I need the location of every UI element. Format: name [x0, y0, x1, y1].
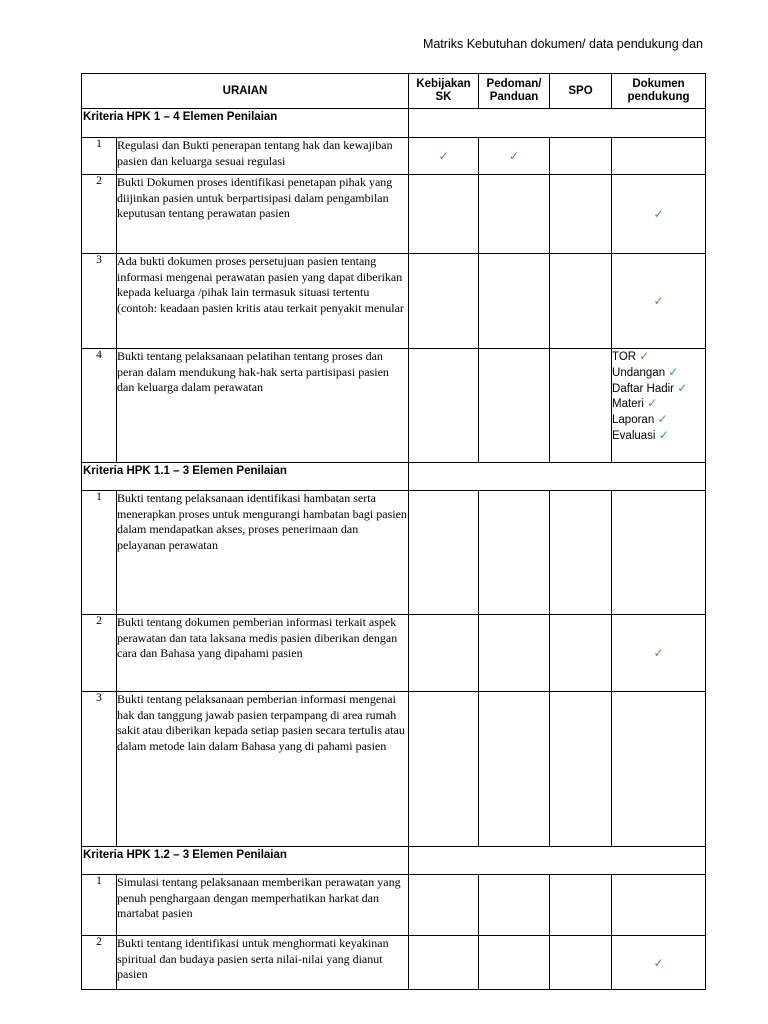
requirements-matrix-table	[81, 73, 706, 990]
dokumen-list	[612, 349, 706, 463]
check-icon: ✓	[657, 412, 668, 427]
header-pedoman: Pedoman/ Panduan	[479, 74, 550, 109]
row-number: 1	[82, 138, 117, 175]
section-header-row	[82, 847, 706, 875]
check-icon: ✓	[639, 349, 650, 363]
row-number: 3	[82, 692, 117, 847]
row-number: 3	[82, 254, 117, 349]
header-row	[82, 74, 706, 109]
row-description: Bukti tentang pelaksanaan pemberian informasi mengenai hak dan tanggung jawab pasien terpampang di area rumah sakit atau diberikan kepada setiap pasien secara tertulis atau dalam metode lain dalam Bahasa yang di pahami pasien	[117, 692, 409, 847]
spo-cell	[550, 875, 612, 936]
kebijakan-cell	[409, 692, 479, 847]
row-description: Simulasi tentang pelaksanaan memberikan perawatan yang penuh penghargaan dengan memperhatikan harkat dan martabat pasien	[117, 875, 409, 936]
check-icon: ✓	[653, 294, 664, 308]
dokumen-cell	[612, 692, 706, 847]
table-row	[82, 254, 706, 349]
row-description: Bukti tentang identifikasi untuk menghormati keyakinan spiritual dan budaya pasien serta nilai-nilai yang dianut pasien	[117, 936, 409, 990]
list-item: TOR ✓	[612, 349, 650, 363]
section-spacer	[409, 109, 706, 138]
section-header-row	[82, 109, 706, 138]
row-number: 2	[82, 936, 117, 990]
row-number: 4	[82, 349, 117, 463]
table-row	[82, 491, 706, 615]
list-item: Materi ✓	[612, 396, 658, 411]
list-item: Undangan ✓	[612, 364, 679, 379]
table-row	[82, 936, 706, 990]
header-spo: SPO	[550, 74, 612, 109]
dokumen-cell	[612, 875, 706, 936]
header-dokumen: Dokumen pendukung	[612, 74, 706, 109]
list-item: Laporan ✓	[612, 412, 668, 427]
check-icon: ✓	[653, 646, 664, 660]
pedoman-cell	[479, 692, 550, 847]
row-number: 2	[82, 615, 117, 692]
list-item: Evaluasi ✓	[612, 427, 669, 442]
spo-cell	[550, 349, 612, 463]
check-icon: ✓	[653, 207, 664, 221]
pedoman-cell	[479, 349, 550, 463]
section-label: Kriteria HPK 1 – 4 Elemen Penilaian	[82, 109, 409, 138]
row-description: Bukti Dokumen proses identifikasi penetapan pihak yang diijinkan pasien untuk berpartisipasi dalam pengambilan keputusan tentang perawatan pasien	[117, 175, 409, 254]
table-row	[82, 175, 706, 254]
check-icon: ✓	[668, 364, 679, 379]
dokumen-cell	[612, 491, 706, 615]
section-label: Kriteria HPK 1.2 – 3 Elemen Penilaian	[82, 847, 409, 875]
check-icon: ✓	[658, 427, 669, 442]
row-number: 1	[82, 875, 117, 936]
check-icon: ✓	[508, 149, 520, 163]
table-row	[82, 875, 706, 936]
row-number: 2	[82, 175, 117, 254]
section-label: Kriteria HPK 1.1 – 3 Elemen Penilaian	[82, 463, 409, 491]
kebijakan-cell	[409, 491, 479, 615]
kebijakan-cell	[409, 875, 479, 936]
section-header-row	[82, 463, 706, 491]
row-description: Regulasi dan Bukti penerapan tentang hak dan kewajiban pasien dan keluarga sesuai regulasi	[117, 138, 409, 175]
row-description: Ada bukti dokumen proses persetujuan pasien tentang informasi mengenai perawatan pasien yang dapat diberikan kepada keluarga /pihak lain termasuk situasi tertentu (contoh: keadaan pasien kritis atau terkait penyakit menular	[117, 254, 409, 349]
table-row	[82, 349, 706, 463]
section-spacer	[409, 463, 706, 491]
kebijakan-cell	[409, 349, 479, 463]
table-row	[82, 138, 706, 175]
header-kebijakan: Kebijakan SK	[409, 74, 479, 109]
check-icon: ✓	[647, 396, 658, 411]
row-number: 1	[82, 491, 117, 615]
check-icon: ✓	[677, 380, 688, 395]
row-description: Bukti tentang pelaksanaan pelatihan tentang proses dan peran dalam mendukung hak-hak serta partisipasi pasien dan keluarga dalam perawatan	[117, 349, 409, 463]
row-description: Bukti tentang pelaksanaan identifikasi hambatan serta menerapkan proses untuk mengurangi hambatan bagi pasien dalam mendapatkan akses, proses penerimaan dan pelayanan perawatan	[117, 491, 409, 615]
spo-cell	[550, 491, 612, 615]
header-uraian: URAIAN	[82, 74, 409, 109]
check-icon: ✓	[438, 149, 449, 163]
section-spacer	[409, 847, 706, 875]
spo-cell	[550, 692, 612, 847]
pedoman-cell	[479, 491, 550, 615]
check-icon: ✓	[653, 955, 664, 970]
table-row	[82, 692, 706, 847]
table-row	[82, 615, 706, 692]
row-description: Bukti tentang dokumen pemberian informasi terkait aspek perawatan dan tata laksana medis pasien diberikan dengan cara dan Bahasa yang dipahami pasien	[117, 615, 409, 692]
pedoman-cell	[479, 875, 550, 936]
document-title: Matriks Kebutuhan dokumen/ data pendukung dan	[422, 37, 703, 51]
list-item: Daftar Hadir ✓	[612, 380, 688, 395]
